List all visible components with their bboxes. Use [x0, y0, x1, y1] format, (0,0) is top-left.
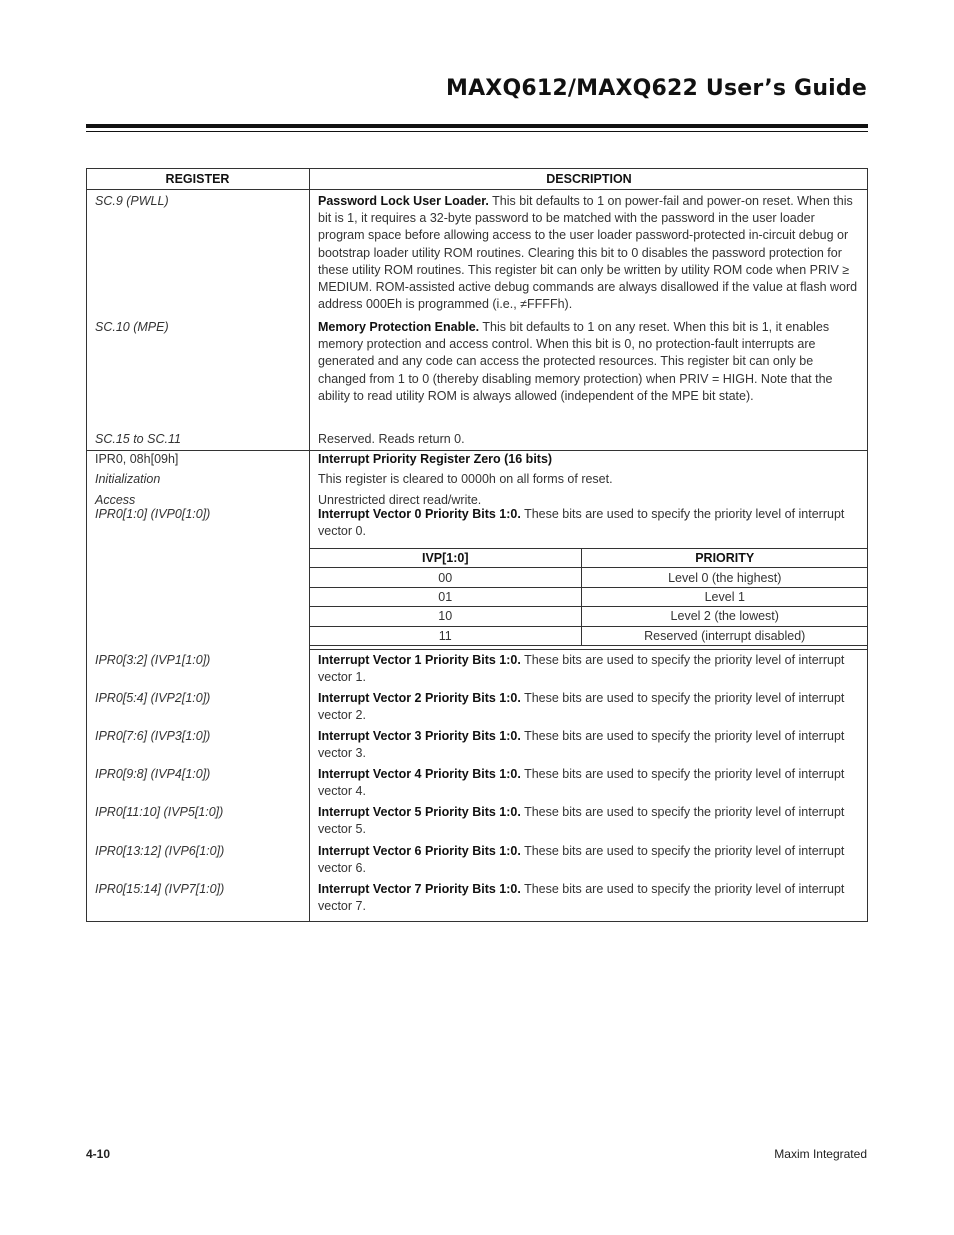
description-ivp6-text: These bits are used to specify the priority level of interrupt vector 6. — [318, 844, 845, 876]
table-row — [310, 626, 868, 645]
priority-value: Reserved (interrupt disabled) — [581, 626, 868, 645]
description-ivp7 — [318, 881, 860, 915]
access-label: Access — [95, 493, 136, 507]
description-ivp3 — [318, 728, 860, 762]
description-ivp2-title: Interrupt Vector 2 Priority Bits 1:0. — [318, 691, 521, 705]
register-name-ivp5: IPR0[11:10] (IVP5[1:0]) — [95, 805, 224, 819]
description-sc9-title: Password Lock User Loader. — [318, 194, 489, 208]
description-sc15: Reserved. Reads return 0. — [318, 432, 465, 446]
priority-value: Level 0 (the highest) — [581, 568, 868, 587]
ivp-value: 00 — [310, 568, 581, 587]
priority-table-header-row — [310, 549, 868, 568]
priority-table-bottom — [310, 649, 868, 650]
register-name-ivp0: IPR0[1:0] (IVP0[1:0]) — [95, 507, 211, 521]
description-ivp1-text: These bits are used to specify the priority level of interrupt vector 1. — [318, 653, 845, 685]
description-column-header: DESCRIPTION — [546, 172, 632, 186]
description-ivp5 — [318, 804, 860, 838]
description-ivp0 — [318, 506, 860, 540]
register-name-ivp7: IPR0[15:14] (IVP7[1:0]) — [95, 882, 225, 896]
priority-table — [310, 548, 868, 646]
ivp-column-header: IVP[1:0] — [310, 549, 581, 568]
description-ivp6-title: Interrupt Vector 6 Priority Bits 1:0. — [318, 844, 521, 858]
description-ivp4 — [318, 766, 860, 800]
description-ivp5-text: These bits are used to specify the priority level of interrupt vector 5. — [318, 805, 845, 837]
description-ivp6 — [318, 843, 860, 877]
ivp-value: 10 — [310, 607, 581, 626]
register-name-sc10: SC.10 (MPE) — [95, 320, 169, 334]
priority-column-header: PRIORITY — [581, 549, 868, 568]
table-row — [310, 568, 868, 587]
document-title: MAXQ612/MAXQ622 User’s Guide — [445, 76, 867, 101]
description-ivp5-title: Interrupt Vector 5 Priority Bits 1:0. — [318, 805, 521, 819]
initialization-description: This register is cleared to 0000h on all forms of reset. — [318, 472, 613, 486]
register-name-ipr0: IPR0, 08h[09h] — [95, 452, 179, 466]
table-row — [310, 587, 868, 606]
company-name: Maxim Integrated — [774, 1147, 867, 1161]
register-column-header: REGISTER — [165, 172, 230, 186]
table-row — [310, 607, 868, 626]
description-ivp7-text: These bits are used to specify the priority level of interrupt vector 7. — [318, 882, 845, 914]
description-ivp2 — [318, 690, 860, 724]
initialization-label: Initialization — [95, 472, 161, 486]
priority-value: Level 1 — [581, 587, 868, 606]
description-ivp4-text: These bits are used to specify the priority level of interrupt vector 4. — [318, 767, 845, 799]
description-ivp4-title: Interrupt Vector 4 Priority Bits 1:0. — [318, 767, 521, 781]
column-divider — [309, 168, 310, 922]
description-sc9 — [318, 193, 860, 313]
description-sc10-text: This bit defaults to 1 on any reset. When this bit is 1, it enables memory protection and access control. When this bit is 0, no protection-fault interrupts are generated and any code can access the protected resources. This register bit can only be changed from 1 to 0 (thereby disabling memory protection) when PRIV = HIGH. Note that the ability to read utility ROM is always allowed (independent of the MPE bit state). — [318, 320, 833, 403]
description-ipr0-title: Interrupt Priority Register Zero (16 bits) — [318, 452, 553, 466]
header-rule-thick — [86, 124, 868, 128]
register-name-sc9: SC.9 (PWLL) — [95, 194, 169, 208]
description-ivp0-text: These bits are used to specify the priority level of interrupt vector 0. — [318, 507, 845, 539]
description-ivp1-title: Interrupt Vector 1 Priority Bits 1:0. — [318, 653, 521, 667]
description-ipr0 — [318, 451, 860, 468]
register-name-sc15: SC.15 to SC.11 — [95, 432, 181, 446]
description-sc10 — [318, 319, 860, 405]
register-name-ivp1: IPR0[3:2] (IVP1[1:0]) — [95, 653, 211, 667]
description-ivp7-title: Interrupt Vector 7 Priority Bits 1:0. — [318, 882, 521, 896]
priority-value: Level 2 (the lowest) — [581, 607, 868, 626]
access-description: Unrestricted direct read/write. — [318, 493, 482, 507]
ivp-value: 01 — [310, 587, 581, 606]
description-sc9-text: This bit defaults to 1 on power-fail and power-on reset. When this bit is 1, it requires a 32-byte password to be matched with the password in the user loader program space before allowing access to the user loader password-protected in-circuit debug or bootstrap loader utility ROM routines. Clearing this bit to 0 disables the password protection for these utility ROM routines. This register bit can only be written by utility ROM code when PRIV ≥ MEDIUM. ROM-assisted active debug commands are always disallowed if the value at flash word address 000Eh is programmed (i.e., ≠FFFFh). — [318, 194, 858, 312]
description-ivp3-title: Interrupt Vector 3 Priority Bits 1:0. — [318, 729, 521, 743]
ivp-value: 11 — [310, 626, 581, 645]
header-row-divider — [86, 189, 868, 190]
register-name-ivp2: IPR0[5:4] (IVP2[1:0]) — [95, 691, 211, 705]
description-ivp0-title: Interrupt Vector 0 Priority Bits 1:0. — [318, 507, 521, 521]
description-ivp3-text: These bits are used to specify the priority level of interrupt vector 3. — [318, 729, 845, 761]
description-sc10-title: Memory Protection Enable. — [318, 320, 480, 334]
register-name-ivp3: IPR0[7:6] (IVP3[1:0]) — [95, 729, 211, 743]
register-name-ivp4: IPR0[9:8] (IVP4[1:0]) — [95, 767, 211, 781]
description-ivp1 — [318, 652, 860, 686]
page-number: 4-10 — [86, 1147, 111, 1161]
header-rule-thin — [86, 131, 868, 132]
register-name-ivp6: IPR0[13:12] (IVP6[1:0]) — [95, 844, 225, 858]
description-ivp2-text: These bits are used to specify the priority level of interrupt vector 2. — [318, 691, 845, 723]
